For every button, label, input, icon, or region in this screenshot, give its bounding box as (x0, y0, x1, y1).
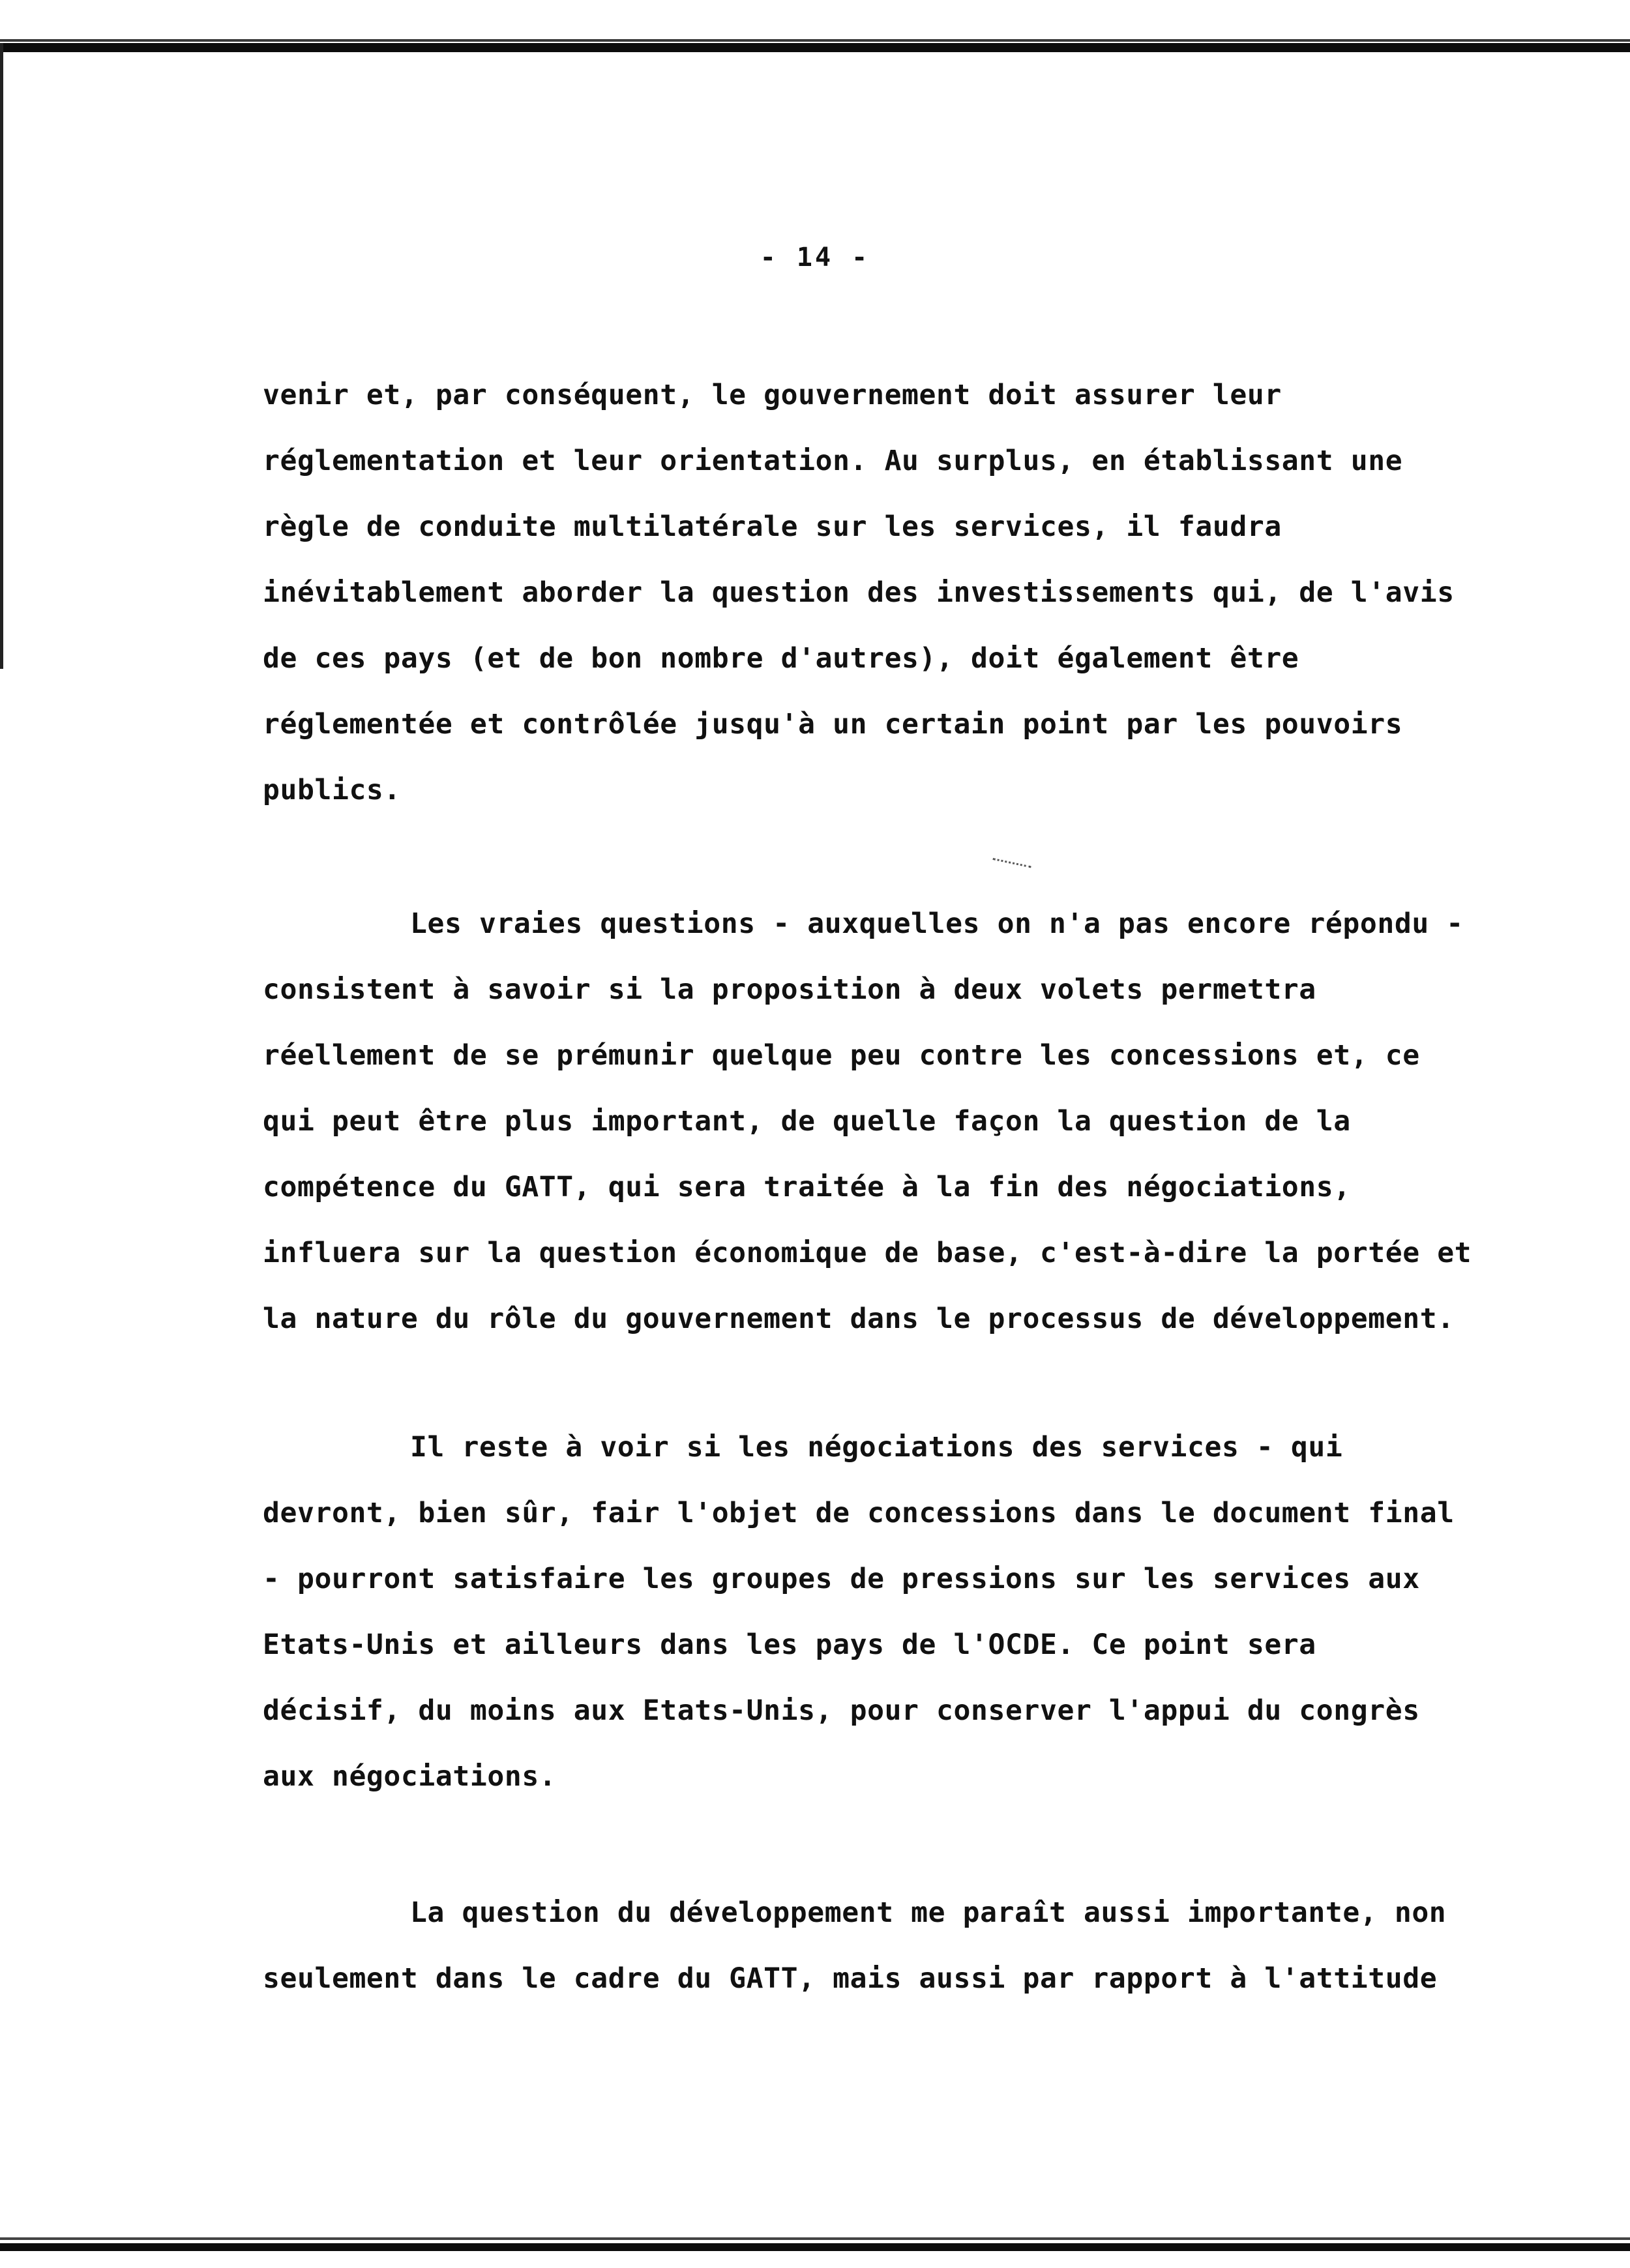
text-line: devront, bien sûr, fair l'objet de concessions dans le document final (263, 1497, 1455, 1529)
text-line: règle de conduite multilatérale sur les services, il faudra (263, 510, 1282, 543)
stray-pen-mark (990, 858, 1031, 881)
text-line: réglementée et contrôlée jusqu'à un certain point par les pouvoirs (263, 708, 1403, 741)
text-line: seulement dans le cadre du GATT, mais aussi par rapport à l'attitude (263, 1962, 1438, 1995)
left-border (0, 43, 3, 669)
page-number: - 14 - (760, 243, 870, 272)
top-border (0, 43, 1630, 52)
bottom-border (0, 2243, 1630, 2251)
paragraph-1 (263, 362, 1455, 823)
text-line: venir et, par conséquent, le gouvernement doit assurer leur (263, 379, 1282, 411)
text-line: de ces pays (et de bon nombre d'autres), doit également être (263, 642, 1299, 675)
text-line: - pourront satisfaire les groupes de pressions sur les services aux (263, 1563, 1420, 1595)
text-line: décisif, du moins aux Etats-Unis, pour conserver l'appui du congrès (263, 1694, 1420, 1727)
text-line: réellement de se prémunir quelque peu contre les concessions et, ce (263, 1039, 1420, 1072)
text-line: qui peut être plus important, de quelle façon la question de la (263, 1105, 1351, 1138)
paragraph-4 (263, 1880, 1447, 2012)
text-line: inévitablement aborder la question des investissements qui, de l'avis (263, 576, 1455, 609)
text-line: Il reste à voir si les négociations des services - qui (410, 1431, 1343, 1464)
text-line: réglementation et leur orientation. Au surplus, en établissant une (263, 445, 1403, 477)
text-line: la nature du rôle du gouvernement dans le processus de développement. (263, 1303, 1455, 1335)
text-line: aux négociations. (263, 1760, 557, 1793)
text-line: La question du développement me paraît aussi importante, non (410, 1896, 1447, 1929)
text-line: publics. (263, 774, 401, 806)
top-border-thin (0, 39, 1630, 42)
text-line: consistent à savoir si la proposition à deux volets permettra (263, 973, 1316, 1006)
text-line: influera sur la question économique de base, c'est-à-dire la portée et (263, 1237, 1472, 1269)
text-line: compétence du GATT, qui sera traitée à la fin des négociations, (263, 1171, 1351, 1203)
paragraph-2 (263, 891, 1472, 1352)
paragraph-3 (263, 1415, 1455, 1810)
text-line: Etats-Unis et ailleurs dans les pays de l'OCDE. Ce point sera (263, 1628, 1316, 1661)
text-line: Les vraies questions - auxquelles on n'a pas encore répondu - (410, 907, 1464, 940)
bottom-border-thin (0, 2237, 1630, 2240)
